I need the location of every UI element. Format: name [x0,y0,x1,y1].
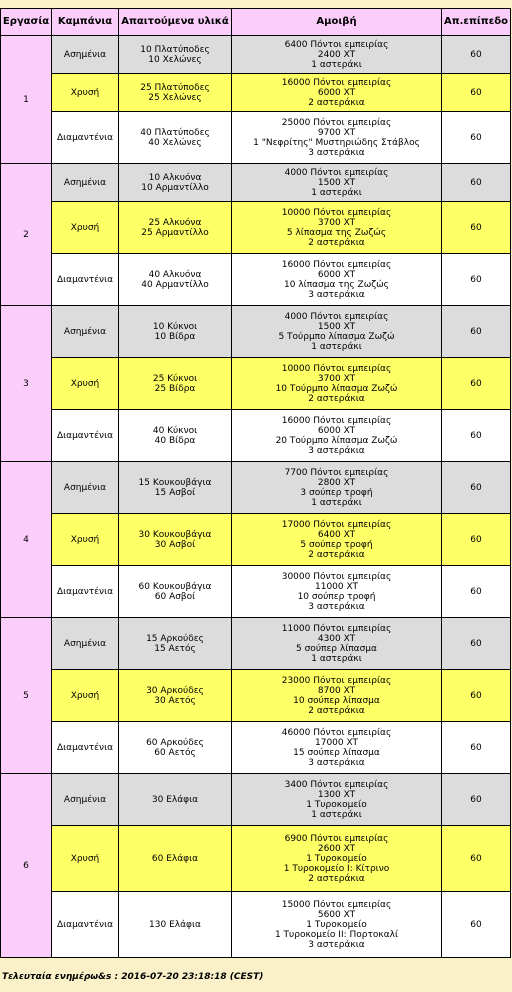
materials-cell [119,826,232,892]
reward-line: 3 αστεράκια [308,757,365,768]
reward-cell [232,514,442,566]
level-cell: 60 [442,826,511,892]
level-cell: 60 [442,36,511,74]
reward-line: 1500 XT [317,321,356,332]
reward-cell [232,202,442,254]
campaign-tier-cell: Ασημένια [52,774,119,826]
table-row [1,358,511,410]
material-line: 130 Ελάφια [149,919,201,930]
reward-line: 2800 XT [317,477,356,488]
reward-cell [232,462,442,514]
campaign-tier-cell: Ασημένια [52,164,119,202]
material-line: 10 Πλατύποδες [140,44,210,55]
header-reward: Αμοιβή [232,9,442,36]
reward-line: 2 αστεράκια [308,97,365,108]
materials-cell [119,514,232,566]
level-cell: 60 [442,112,511,164]
campaign-tier-cell: Χρυσή [52,202,119,254]
reward-line: 2 αστεράκια [308,705,365,716]
header-materials: Απαιτούμενα υλικά [119,9,232,36]
reward-cell [232,410,442,462]
level-cell: 60 [442,202,511,254]
material-line: 15 Αετός [154,643,196,654]
reward-line: 16000 Πόντοι εμπειρίας [281,77,392,88]
material-line: 30 Ασβοί [154,539,196,550]
material-line: 10 Αλκυόνα [148,172,202,183]
level-cell: 60 [442,74,511,112]
table-row [1,202,511,254]
reward-cell [232,722,442,774]
task-number-cell: 3 [1,306,52,462]
reward-line: 3 αστεράκια [308,289,365,300]
reward-line: 4000 Πόντοι εμπειρίας [284,311,389,322]
material-line: 15 Αρκούδες [146,633,204,644]
materials-cell [119,410,232,462]
reward-line: 11000 Πόντοι εμπειρίας [281,623,392,634]
reward-line: 5 σούπερ τροφή [300,539,373,550]
campaign-tier-cell: Χρυσή [52,358,119,410]
reward-line: 2400 XT [317,49,356,60]
reward-line: 6000 XT [317,425,356,436]
level-cell: 60 [442,254,511,306]
material-line: 60 Κουκουβάγια [138,581,212,592]
reward-line: 3 αστεράκια [308,601,365,612]
reward-line: 3 αστεράκια [308,445,365,456]
level-cell: 60 [442,774,511,826]
material-line: 30 Ελάφια [151,794,199,805]
level-cell: 60 [442,566,511,618]
reward-line: 3700 XT [317,373,356,384]
reward-line: 3 σούπερ τροφή [300,487,373,498]
campaign-tier-cell: Διαμαντένια [52,254,119,306]
reward-line: 2 αστεράκια [308,549,365,560]
reward-line: 10 σούπερ τροφή [297,591,376,602]
task-number-cell: 5 [1,618,52,774]
material-line: 60 Ελάφια [151,853,199,864]
material-line: 10 Κύκνοι [152,321,198,332]
material-line: 25 Πλατύποδες [140,82,210,93]
task-number-cell: 4 [1,462,52,618]
reward-cell [232,618,442,670]
reward-line: 16000 Πόντοι εμπειρίας [281,259,392,270]
reward-line: 1 Τυροκομείο I: Κίτρινο [283,863,390,874]
material-line: 60 Αετός [154,747,196,758]
reward-line: 5 σούπερ λίπασμα [296,643,377,654]
campaign-tier-cell: Διαμαντένια [52,722,119,774]
level-cell: 60 [442,618,511,670]
reward-line: 7700 Πόντοι εμπειρίας [284,467,389,478]
campaign-tier-cell: Χρυσή [52,670,119,722]
reward-line: 8700 XT [317,685,356,696]
materials-cell [119,306,232,358]
reward-line: 4000 Πόντοι εμπειρίας [284,167,389,178]
table-row [1,74,511,112]
level-cell: 60 [442,164,511,202]
reward-line: 1 αστεράκι [311,809,362,820]
reward-cell [232,566,442,618]
material-line: 25 Αλκυόνα [148,217,202,228]
campaign-tier-cell: Ασημένια [52,36,119,74]
campaign-tier-cell: Χρυσή [52,74,119,112]
table-row [1,566,511,618]
materials-cell [119,36,232,74]
table-row [1,722,511,774]
reward-line: 10 λίπασμα της Ζωζώς [284,279,389,290]
reward-cell [232,112,442,164]
material-line: 15 Ασβοί [154,487,196,498]
reward-line: 5600 XT [317,909,356,920]
table-row [1,462,511,514]
reward-cell [232,164,442,202]
materials-cell [119,892,232,958]
reward-line: 10000 Πόντοι εμπειρίας [281,207,392,218]
campaign-tier-cell: Χρυσή [52,514,119,566]
level-cell: 60 [442,306,511,358]
reward-line: 2 αστεράκια [308,873,365,884]
reward-line: 3 αστεράκια [308,147,365,158]
reward-cell [232,670,442,722]
materials-cell [119,618,232,670]
material-line: 40 Πλατύποδες [140,127,210,138]
reward-line: 17000 XT [315,737,358,748]
campaign-tier-cell: Ασημένια [52,306,119,358]
reward-line: 15000 Πόντοι εμπειρίας [281,899,392,910]
reward-line: 5 Τούρμπο λίπασμα Ζωζώ [278,331,395,342]
material-line: 15 Κουκουβάγια [138,477,212,488]
reward-cell [232,892,442,958]
task-number-cell: 2 [1,164,52,306]
task-number-cell: 1 [1,36,52,164]
campaign-tier-cell: Ασημένια [52,462,119,514]
material-line: 60 Ασβοί [154,591,196,602]
material-line: 30 Κουκουβάγια [138,529,212,540]
material-line: 40 Κύκνοι [152,425,198,436]
reward-line: 20 Τούρμπο λίπασμα Ζωζώ [275,435,398,446]
reward-line: 4300 XT [317,633,356,644]
material-line: 25 Αρμαντίλλο [141,227,209,238]
table-row [1,36,511,74]
level-cell: 60 [442,358,511,410]
materials-cell [119,74,232,112]
campaign-tier-cell: Διαμαντένια [52,892,119,958]
table-row [1,514,511,566]
materials-cell [119,566,232,618]
table-row [1,254,511,306]
reward-line: 1 αστεράκι [311,497,362,508]
task-number-cell: 6 [1,774,52,958]
campaign-tier-cell: Διαμαντένια [52,566,119,618]
reward-cell [232,74,442,112]
reward-line: 17000 Πόντοι εμπειρίας [281,519,392,530]
table-row [1,164,511,202]
material-line: 40 Αρμαντίλλο [141,279,209,290]
table-row [1,410,511,462]
last-updated-text: Τελευταία ενημέρω&s : 2016-07-20 23:18:18 (CEST) [2,972,264,982]
materials-cell [119,722,232,774]
campaign-tier-cell: Χρυσή [52,826,119,892]
reward-line: 6000 XT [317,269,356,280]
materials-cell [119,254,232,306]
material-line: 30 Αετός [154,695,196,706]
reward-line: 2600 XT [317,843,356,854]
table-row [1,826,511,892]
reward-line: 1 Τυροκομείο [306,853,367,864]
table-header-row [1,9,511,36]
table-row [1,306,511,358]
reward-line: 1 Τυροκομείο II: Πορτοκαλί [274,929,399,940]
reward-line: 6400 XT [317,529,356,540]
reward-line: 15 σούπερ λίπασμα [293,747,380,758]
reward-cell [232,358,442,410]
reward-line: 1300 XT [317,789,356,800]
material-line: 25 Βίδρα [154,383,196,394]
reward-line: 6400 Πόντοι εμπειρίας [284,39,389,50]
table-body [1,36,511,958]
table-row [1,618,511,670]
reward-line: 11000 XT [315,581,358,592]
level-cell: 60 [442,670,511,722]
materials-cell [119,164,232,202]
reward-line: 2 αστεράκια [308,237,365,248]
materials-cell [119,462,232,514]
reward-line: 30000 Πόντοι εμπειρίας [281,571,392,582]
level-cell: 60 [442,892,511,958]
level-cell: 60 [442,514,511,566]
reward-line: 3 αστεράκια [308,939,365,950]
table-row [1,112,511,164]
reward-line: 1 Τυροκομείο [306,919,367,930]
reward-cell [232,254,442,306]
reward-line: 1 "Νεφρίτης" Μυστηριώδης Στάβλος [253,137,420,148]
reward-line: 3400 Πόντοι εμπειρίας [284,779,389,790]
materials-cell [119,202,232,254]
reward-line: 1 Τυροκομείο [306,799,367,810]
campaign-tier-cell: Ασημένια [52,618,119,670]
reward-line: 23000 Πόντοι εμπειρίας [281,675,392,686]
reward-line: 25000 Πόντοι εμπειρίας [281,117,392,128]
material-line: 10 Βίδρα [154,331,196,342]
reward-line: 10000 Πόντοι εμπειρίας [281,363,392,374]
reward-cell [232,36,442,74]
header-level: Απ.επίπεδο [442,9,511,36]
reward-line: 2 αστεράκια [308,393,365,404]
reward-cell [232,826,442,892]
reward-line: 16000 Πόντοι εμπειρίας [281,415,392,426]
level-cell: 60 [442,410,511,462]
reward-line: 1500 XT [317,177,356,188]
reward-cell [232,306,442,358]
materials-cell [119,774,232,826]
material-line: 25 Κύκνοι [152,373,198,384]
reward-line: 6900 Πόντοι εμπειρίας [284,833,389,844]
material-line: 30 Αρκούδες [146,685,204,696]
reward-line: 1 αστεράκι [311,341,362,352]
material-line: 10 Χελώνες [148,54,202,65]
reward-line: 1 αστεράκι [311,653,362,664]
reward-line: 1 αστεράκι [311,59,362,70]
reward-line: 46000 Πόντοι εμπειρίας [281,727,392,738]
campaign-tier-cell: Διαμαντένια [52,112,119,164]
material-line: 60 Αρκούδες [146,737,204,748]
material-line: 25 Χελώνες [148,92,202,103]
material-line: 10 Αρμαντίλλο [141,182,209,193]
reward-cell [232,774,442,826]
header-campaign: Καμπάνια [52,9,119,36]
reward-line: 3700 XT [317,217,356,228]
table-row [1,670,511,722]
materials-cell [119,670,232,722]
rewards-table [0,8,511,958]
material-line: 40 Βίδρα [154,435,196,446]
campaign-tier-cell: Διαμαντένια [52,410,119,462]
level-cell: 60 [442,722,511,774]
reward-line: 10 Τούρμπο λίπασμα Ζωζώ [275,383,398,394]
material-line: 40 Αλκυόνα [148,269,202,280]
reward-line: 5 λίπασμα της Ζωζώς [286,227,387,238]
reward-line: 1 αστεράκι [311,187,362,198]
table-row [1,774,511,826]
header-task: Εργασία [1,9,52,36]
materials-cell [119,358,232,410]
reward-line: 9700 XT [317,127,356,138]
level-cell: 60 [442,462,511,514]
material-line: 40 Χελώνες [148,137,202,148]
reward-line: 10 σούπερ λίπασμα [293,695,380,706]
materials-cell [119,112,232,164]
table-row [1,892,511,958]
reward-line: 6000 XT [317,87,356,98]
